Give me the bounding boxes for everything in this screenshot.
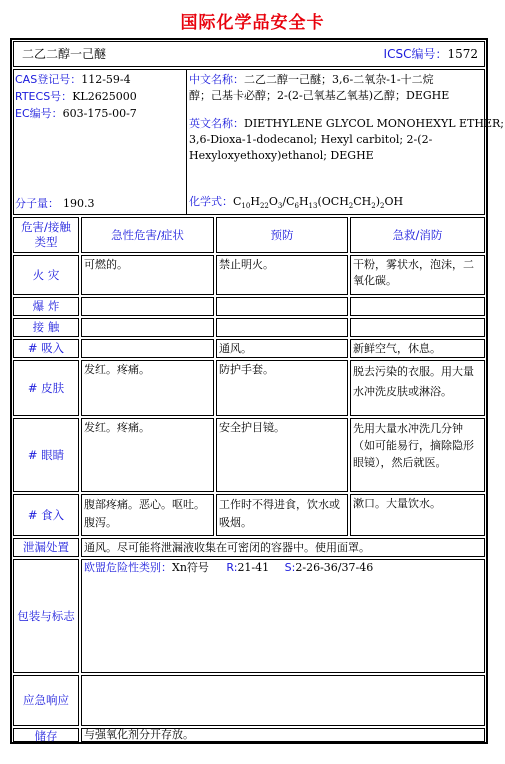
- cn-name-label: 中文名称：: [189, 73, 244, 86]
- r-value: 21-41: [237, 561, 270, 574]
- s-value: 2-26-36/37-46: [295, 561, 374, 574]
- eyes-symptom: 发红。疼痛。: [81, 418, 214, 492]
- ingestion-prevention: 工作时不得进食，饮水或吸烟。: [216, 494, 348, 536]
- formula-part: CH: [353, 195, 372, 208]
- header-row: [13, 41, 485, 67]
- cn-name-line2: 醇；己基卡必醇；2-(2-己氧基乙氧基)乙醇；DEGHE: [189, 89, 450, 102]
- r-label: R:: [226, 561, 238, 574]
- en-name-line3: Hexyloxyethoxy)ethanol; DEGHE: [189, 149, 374, 162]
- ec-label: EC编号：: [15, 107, 63, 120]
- skin-firstaid: 脱去污染的衣服。用大量水冲洗皮肤或淋浴。: [350, 360, 485, 416]
- inhalation-prevention: 通风。: [216, 339, 348, 358]
- row-type-fire: 火 灾: [13, 255, 79, 295]
- ec-number: [15, 106, 137, 121]
- formula-part: ): [375, 195, 381, 208]
- formula-part: /C: [282, 195, 295, 208]
- rtecs-number: [15, 89, 137, 104]
- row-type-eyes: # 眼睛: [13, 418, 79, 492]
- spill-text: 通风。尽可能将泄漏液收集在可密闭的容器中。使用面罩。: [81, 538, 485, 557]
- col-header-firstaid: 急救/消防: [350, 217, 485, 253]
- s-label: S:: [284, 561, 296, 574]
- formula-part: H: [298, 195, 309, 208]
- packaging-label: 包装与标志: [13, 559, 79, 673]
- en-name-label: 英文名称：: [189, 117, 244, 130]
- inhalation-firstaid: 新鲜空气，休息。: [350, 339, 485, 358]
- rtecs-value: KL2625000: [72, 90, 137, 103]
- mw-value: 190.3: [63, 197, 95, 210]
- molecular-weight: [15, 196, 95, 211]
- formula-sub: 2: [380, 202, 385, 210]
- spill-label: 泄漏处置: [13, 538, 79, 557]
- formula-part: C: [233, 195, 242, 208]
- eu-symbol: Xn符号: [172, 561, 209, 574]
- formula-part: OH: [384, 195, 404, 208]
- chemical-formula: [189, 194, 403, 214]
- formula-label: 化学式：: [189, 195, 233, 208]
- fire-prevention: 禁止明火。: [216, 255, 348, 295]
- row-type-inhalation: # 吸入: [13, 339, 79, 358]
- icsc-number: [384, 47, 478, 62]
- emergency-label: 应急响应: [13, 675, 79, 726]
- eyes-firstaid: 先用大量水冲洗几分钟（如可能易行，摘除隐形眼镜），然后就医。: [350, 418, 485, 492]
- chemical-name: 二乙二醇一己醚: [22, 47, 107, 61]
- row-type-skin: # 皮肤: [13, 360, 79, 416]
- formula-sub: 13: [308, 202, 318, 210]
- card-title: 国际化学品安全卡: [180, 13, 325, 33]
- en-name-line2: 3,6-Dioxa-1-dodecanol; Hexyl carbitol; 2-(2-: [189, 133, 433, 146]
- eu-classification: [84, 560, 373, 575]
- col-header-type: 危害/接触类型: [13, 217, 79, 253]
- storage-text: 与强氧化剂分开存放。: [81, 728, 485, 742]
- safety-card: [10, 38, 504, 744]
- skin-symptom: 发红。疼痛。: [81, 360, 214, 416]
- formula-sub: 2: [348, 202, 354, 210]
- formula-sub: 3: [277, 202, 283, 210]
- english-name: [189, 116, 504, 131]
- chinese-name: [189, 72, 434, 87]
- explosion-symptom: [81, 297, 214, 316]
- cas-value: 112-59-4: [81, 73, 131, 86]
- contact-firstaid: [350, 318, 485, 337]
- storage-label: 储存: [13, 728, 79, 742]
- explosion-prevention: [216, 297, 348, 316]
- ec-value: 603-175-00-7: [62, 107, 137, 120]
- id-divider: [186, 70, 187, 214]
- row-type-contact: 接 触: [13, 318, 79, 337]
- fire-firstaid: 干粉，雾状水，泡沫，二氧化碳。: [350, 255, 485, 295]
- formula-sub: 6: [294, 202, 299, 210]
- contact-prevention: [216, 318, 348, 337]
- emergency-text: [81, 675, 485, 726]
- formula-sub: 22: [259, 202, 269, 210]
- explosion-firstaid: [350, 297, 485, 316]
- icsc-value: 1572: [447, 47, 478, 61]
- formula-sub: 10: [241, 202, 251, 210]
- col-header-symptom: 急性危害/症状: [81, 217, 214, 253]
- ingestion-symptom: 腹部疼痛。恶心。呕吐。腹泻。: [81, 494, 214, 536]
- rtecs-label: RTECS号：: [15, 90, 73, 103]
- inhalation-symptom: [81, 339, 214, 358]
- row-type-explosion: 爆 炸: [13, 297, 79, 316]
- en-name-line1: DIETHYLENE GLYCOL MONOHEXYL ETHER;: [244, 117, 504, 130]
- eu-class-label: 欧盟危险性类别：: [84, 561, 172, 574]
- formula-sub: 2: [371, 202, 376, 210]
- ingestion-firstaid: 漱口。大量饮水。: [350, 494, 485, 536]
- fire-symptom: 可燃的。: [81, 255, 214, 295]
- formula-part: H: [250, 195, 260, 208]
- icsc-label: ICSC编号：: [383, 47, 448, 61]
- cn-name-line1: 二乙二醇一己醚；3,6-二氧杂-1-十二烷: [244, 73, 434, 86]
- formula-part: O: [268, 195, 278, 208]
- identifiers-box: [13, 69, 504, 215]
- cas-label: CAS登记号：: [15, 73, 82, 86]
- eyes-prevention: 安全护目镜。: [216, 418, 348, 492]
- skin-prevention: 防护手套。: [216, 360, 348, 416]
- row-type-ingestion: # 食入: [13, 494, 79, 536]
- col-header-prevention: 预防: [216, 217, 348, 253]
- packaging-content: [81, 559, 485, 673]
- cas-number: [15, 72, 131, 87]
- mw-label: 分子量：: [15, 197, 59, 210]
- contact-symptom: [81, 318, 214, 337]
- formula-part: (OCH: [317, 195, 349, 208]
